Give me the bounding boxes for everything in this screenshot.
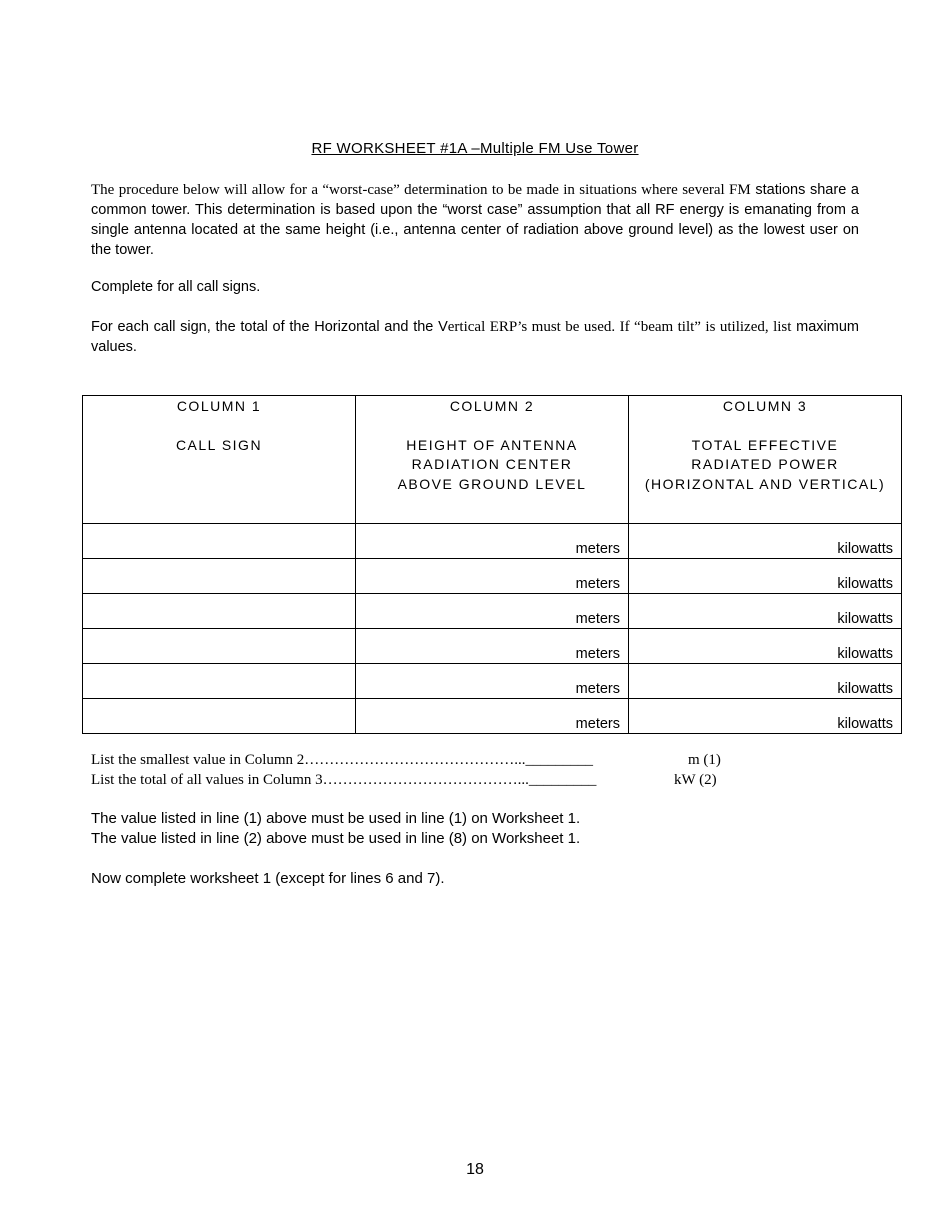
column-3-header <box>629 396 902 524</box>
table-row <box>83 699 902 734</box>
unit-label: meters <box>575 646 620 662</box>
table-row <box>83 664 902 699</box>
intro-sans-text: stations share a common tower. This determination is based upon the “worst case” assumption that all RF energy is emanating from a single antenna located at the same height (i.e., antenna center of radiation above ground level) as the lowest user on the tower. <box>91 182 859 258</box>
table-row <box>83 629 902 664</box>
worksheet-table <box>82 395 902 734</box>
column-2-header <box>356 396 629 524</box>
smallest-value-unit: m (1) <box>688 752 721 768</box>
unit-label: meters <box>575 611 620 627</box>
unit-label: kilowatts <box>837 541 893 557</box>
unit-label: meters <box>575 716 620 732</box>
entry-cell-column-1[interactable] <box>83 664 356 699</box>
entry-cell-column-1[interactable] <box>83 559 356 594</box>
erp-note <box>91 317 859 357</box>
entry-cell-column-2[interactable] <box>356 559 629 594</box>
unit-label: kilowatts <box>837 576 893 592</box>
table-row <box>83 524 902 559</box>
entry-cell-column-2[interactable] <box>356 664 629 699</box>
table-header-row <box>83 396 902 524</box>
unit-label: kilowatts <box>837 611 893 627</box>
worksheet-table-body <box>83 524 902 734</box>
page-number: 18 <box>466 1161 484 1178</box>
column-2-heading: COLUMN 2 <box>449 398 535 414</box>
entry-cell-column-1[interactable] <box>83 629 356 664</box>
column-1-description: CALL SIGN <box>175 436 263 453</box>
entry-cell-column-1[interactable] <box>83 524 356 559</box>
note-line-2: The value listed in line (2) above must be used in line (8) on Worksheet 1. <box>91 830 581 847</box>
entry-cell-column-2[interactable] <box>356 594 629 629</box>
complete-note: Complete for all call signs. <box>91 279 261 295</box>
column-3-heading: COLUMN 3 <box>722 398 808 414</box>
entry-cell-column-3[interactable] <box>629 594 902 629</box>
unit-label: meters <box>575 576 620 592</box>
erp-note-part1: For each call sign, the total of the Horizontal and the V <box>91 319 448 335</box>
entry-cell-column-2[interactable] <box>356 524 629 559</box>
entry-cell-column-3[interactable] <box>629 699 902 734</box>
unit-label: meters <box>575 541 620 557</box>
note-line-1: The value listed in line (1) above must be used in line (1) on Worksheet 1. <box>91 810 581 827</box>
total-value-unit: kW (2) <box>674 772 717 788</box>
total-value-line[interactable]: List the total of all values in Column 3…………………………………..._________ <box>91 772 597 788</box>
intro-serif-text: The procedure below will allow for a “worst-case” determination to be made in situations where several FM <box>91 182 751 198</box>
column-1-header <box>83 396 356 524</box>
erp-note-part2: ertical ERP’s must be used. If “beam tilt” is utilized, list <box>447 319 792 335</box>
entry-cell-column-1[interactable] <box>83 699 356 734</box>
column-1-heading: COLUMN 1 <box>176 398 262 414</box>
table-row <box>83 559 902 594</box>
intro-paragraph <box>91 180 859 260</box>
column-3-description: TOTAL EFFECTIVE RADIATED POWER (HORIZONTAL AND VERTICAL) <box>644 436 886 492</box>
worksheet-title: RF WORKSHEET #1A –Multiple FM Use Tower <box>311 140 639 157</box>
entry-cell-column-3[interactable] <box>629 524 902 559</box>
unit-label: kilowatts <box>837 716 893 732</box>
note-complete-worksheet: Now complete worksheet 1 (except for lines 6 and 7). <box>91 870 445 887</box>
entry-cell-column-2[interactable] <box>356 699 629 734</box>
erp-note-part3: maximum values. <box>91 319 859 355</box>
unit-label: meters <box>575 681 620 697</box>
unit-label: kilowatts <box>837 681 893 697</box>
entry-cell-column-3[interactable] <box>629 559 902 594</box>
entry-cell-column-3[interactable] <box>629 664 902 699</box>
smallest-value-line[interactable]: List the smallest value in Column 2……………………………………..._________ <box>91 752 594 768</box>
column-2-description: HEIGHT OF ANTENNA RADIATION CENTER ABOVE GROUND LEVEL <box>397 436 587 492</box>
table-row <box>83 594 902 629</box>
entry-cell-column-2[interactable] <box>356 629 629 664</box>
unit-label: kilowatts <box>837 646 893 662</box>
entry-cell-column-1[interactable] <box>83 594 356 629</box>
entry-cell-column-3[interactable] <box>629 629 902 664</box>
